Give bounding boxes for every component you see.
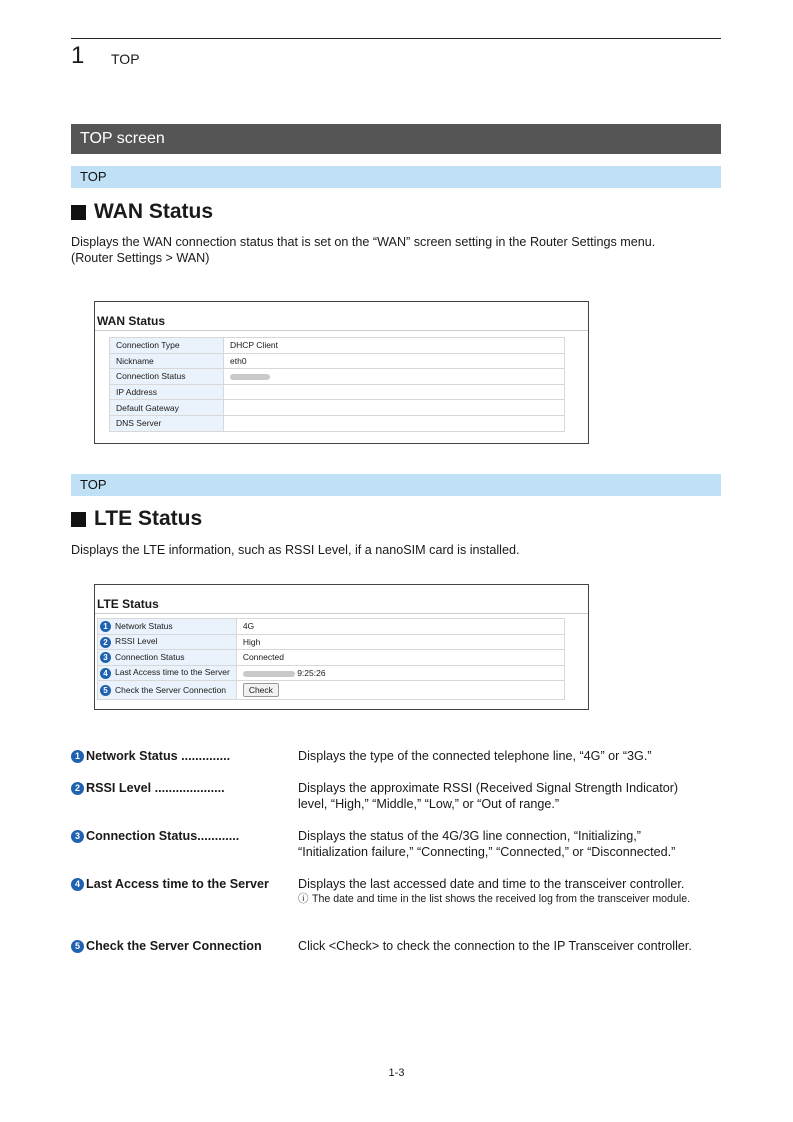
blurred-date [243, 671, 295, 677]
row-label [98, 634, 237, 650]
desc-term-connection-status [71, 828, 239, 844]
desc-def-connection-status [298, 828, 722, 860]
table-row [110, 338, 565, 354]
row-value [236, 681, 564, 700]
row-value: High [236, 634, 564, 650]
row-label: Connection Status [110, 369, 224, 385]
desc-def-rssi-level [298, 780, 722, 812]
desc-term-check-server [71, 938, 262, 954]
table-row [98, 681, 565, 700]
lte-status-panel [94, 584, 589, 710]
desc-line: level, “High,” “Middle,” “Low,” or “Out of range.” [298, 797, 560, 811]
row-value: eth0 [224, 353, 565, 369]
desc-term-text: Last Access time to the Server [86, 877, 269, 891]
last-access-time: 9:25:26 [297, 668, 326, 679]
desc-line: Displays the status of the 4G/3G line connection, “Initializing,” [298, 829, 642, 843]
table-row [98, 634, 565, 650]
check-button[interactable]: Check [243, 683, 279, 697]
row-label-text: RSSI Level [115, 636, 158, 647]
row-label: Nickname [110, 353, 224, 369]
table-row [110, 384, 565, 400]
row-value [224, 400, 565, 416]
panel-divider [95, 330, 588, 331]
wan-status-table [109, 337, 565, 432]
table-row [110, 353, 565, 369]
wan-description [71, 234, 721, 266]
table-row [98, 650, 565, 666]
desc-term-text: Connection Status............ [86, 829, 240, 843]
desc-term-text: RSSI Level .................... [86, 781, 225, 795]
blurred-value [230, 374, 270, 380]
lte-description: Displays the LTE information, such as RSSI Level, if a nanoSIM card is installed. [71, 543, 520, 557]
number-1-icon: 1 [71, 750, 84, 763]
table-row [98, 665, 565, 681]
number-2-icon: 2 [100, 637, 111, 648]
section-bar-top-screen: TOP screen [71, 124, 721, 154]
info-note [298, 892, 722, 906]
wan-description-line2: (Router Settings > WAN) [71, 251, 210, 265]
number-5-icon: 5 [71, 940, 84, 953]
row-value: Connected [236, 650, 564, 666]
row-value [224, 415, 565, 431]
desc-def-last-access [298, 876, 722, 906]
desc-def-check-server [298, 938, 722, 954]
panel-divider [95, 613, 588, 614]
row-label [98, 650, 237, 666]
row-label: DNS Server [110, 415, 224, 431]
wan-heading-text: WAN Status [94, 200, 214, 223]
wan-heading [71, 199, 213, 225]
subsection-bar-wan: TOP [71, 166, 721, 188]
table-row [98, 619, 565, 635]
desc-line: Displays the approximate RSSI (Received Signal Strength Indicator) [298, 781, 679, 795]
row-label [98, 619, 237, 635]
desc-line: Displays the type of the connected telephone line, “4G” or “3G.” [298, 749, 652, 763]
square-bullet-icon [71, 205, 86, 220]
number-2-icon: 2 [71, 782, 84, 795]
subsection-bar-lte: TOP [71, 474, 721, 496]
table-row [110, 400, 565, 416]
row-value [236, 665, 564, 681]
wan-panel-title: WAN Status [97, 314, 166, 328]
row-label: IP Address [110, 384, 224, 400]
desc-def-network-status [298, 748, 722, 764]
desc-term-network-status [71, 748, 230, 764]
desc-term-last-access [71, 876, 269, 892]
desc-term-text: Check the Server Connection [86, 939, 262, 953]
row-value [224, 369, 565, 385]
lte-heading [71, 506, 202, 532]
number-3-icon: 3 [71, 830, 84, 843]
page-number: 1-3 [388, 1067, 405, 1079]
desc-term-text: Network Status .............. [86, 749, 231, 763]
row-label-text: Check the Server Connection [115, 684, 227, 695]
table-row [110, 369, 565, 385]
desc-line: “Initialization failure,” “Connecting,” “Connected,” or “Disconnected.” [298, 845, 676, 859]
row-value [224, 384, 565, 400]
row-label [98, 681, 237, 700]
number-5-icon: 5 [100, 685, 111, 696]
chapter-number: 1 [71, 42, 85, 69]
lte-heading-text: LTE Status [94, 507, 203, 530]
row-value: DHCP Client [224, 338, 565, 354]
desc-term-rssi-level [71, 780, 225, 796]
wan-status-panel [94, 301, 589, 444]
row-value: 4G [236, 619, 564, 635]
desc-line: Displays the last accessed date and time to the transceiver controller. [298, 877, 685, 891]
lte-status-table [97, 618, 565, 700]
square-bullet-icon [71, 512, 86, 527]
chapter-rule [71, 38, 721, 39]
row-label-text: Connection Status [115, 651, 185, 662]
info-icon: ⓘ [298, 893, 309, 905]
chapter-title: TOP [111, 51, 140, 67]
lte-panel-title: LTE Status [97, 597, 159, 611]
row-label: Connection Type [110, 338, 224, 354]
note-text: The date and time in the list shows the received log from the transceiver module. [312, 893, 691, 905]
table-row [110, 415, 565, 431]
number-4-icon: 4 [71, 878, 84, 891]
row-label-text: Network Status [115, 620, 173, 631]
number-1-icon: 1 [100, 621, 111, 632]
row-label: Default Gateway [110, 400, 224, 416]
number-3-icon: 3 [100, 652, 111, 663]
desc-line: Click <Check> to check the connection to the IP Transceiver controller. [298, 939, 692, 953]
row-label [98, 665, 237, 681]
number-4-icon: 4 [100, 668, 111, 679]
row-label-text: Last Access time to the Server [115, 667, 230, 678]
wan-description-line1: Displays the WAN connection status that is set on the “WAN” screen setting in the Router Settings menu. [71, 235, 656, 249]
